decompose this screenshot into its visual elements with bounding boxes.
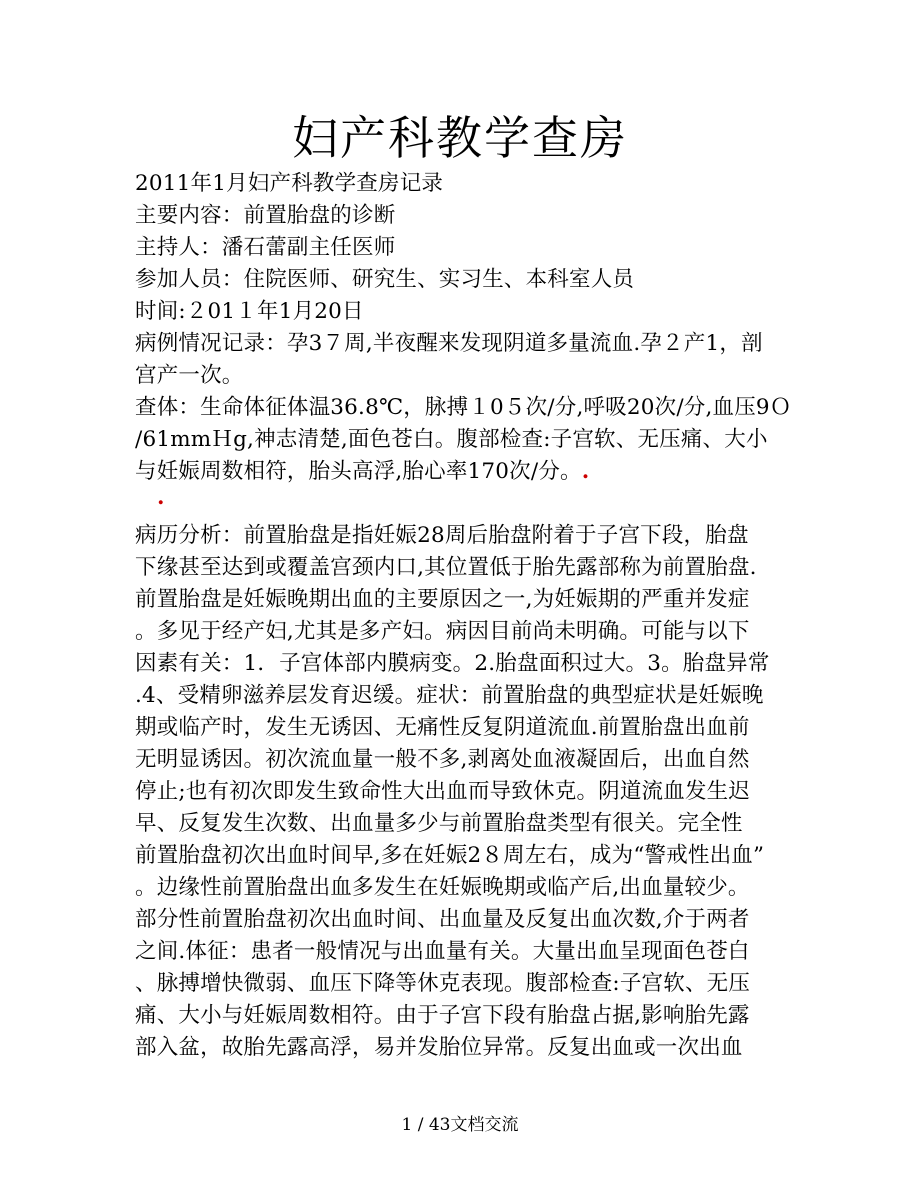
case-record-line-1: 病例情况记录：孕3７周,半夜醒来发现阴道多量流血.孕２产1，剖	[135, 331, 763, 356]
exam-line-2: /61mmＨg,神志清楚,面色苍白。腹部检查:子宫软、无压痛、大小	[135, 427, 768, 452]
history-line-5: 因素有关：1．子宫体部内膜病变。2.胎盘面积过大。3。胎盘异常	[135, 651, 770, 676]
history-line-7: 期或临产时，发生无诱因、无痛性反复阴道流血.前置胎盘出血前	[135, 715, 750, 740]
record-title-line: 2011年1月妇产科教学查房记录	[135, 171, 444, 196]
red-dot-standalone: .	[157, 485, 165, 510]
red-dot-row	[135, 485, 785, 520]
history-line-4: 。多见于经产妇,尤其是多产妇。病因目前尚未明确。可能与以下	[135, 619, 750, 644]
main-content-line: 主要内容：前置胎盘的诊断	[135, 203, 396, 228]
host-line: 主持人：潘石蕾副主任医师	[135, 235, 396, 260]
red-dot-inline: .	[581, 459, 590, 484]
history-line-15: 、脉搏增快微弱、血压下降等休克表现。腹部检查:子宫软、无压	[135, 971, 751, 996]
history-line-8: 无明显诱因。初次流血量一般不多,剥离处血液凝固后，出血自然	[135, 747, 750, 772]
exam-line-3	[135, 456, 785, 488]
document-body	[135, 168, 792, 1064]
history-line-14: 之间.体征：患者一般情况与出血量有关。大量出血呈现面色苍白	[135, 939, 750, 964]
history-line-17: 部入盆，故胎先露高浮，易并发胎位异常。反复出血或一次出血	[135, 1035, 743, 1060]
history-line-10: 早、反复发生次数、出血量多少与前置胎盘类型有很关。完全性	[135, 811, 743, 836]
history-line-11: 前置胎盘初次出血时间早,多在妊娠2８周左右，成为“警戒性出血”	[135, 843, 765, 868]
history-line-2: 下缘甚至达到或覆盖宫颈内口,其位置低于胎先露部称为前置胎盘.	[135, 555, 757, 580]
page-title: 妇产科教学查房	[292, 111, 628, 165]
case-record-line-2: 宫产一次。	[135, 363, 244, 388]
history-line-16: 痛、大小与妊娠周数相符。由于子宫下段有胎盘占据,影响胎先露	[135, 1003, 750, 1028]
history-line-12: 。边缘性前置胎盘出血多发生在妊娠晚期或临产后,出血量较少。	[135, 875, 750, 900]
participants-line: 参加人员：住院医师、研究生、实习生、本科室人员	[135, 267, 635, 292]
history-line-1: 病历分析：前置胎盘是指妊娠28周后胎盘附着于子宫下段，胎盘	[135, 523, 749, 548]
exam-line-1: 查体：生命体征体温36.8℃，脉搏１0５次/分,呼吸20次/分,血压9Ｏ	[135, 395, 792, 420]
history-line-9: 停止;也有初次即发生致命性大出血而导致休克。阴道流血发生迟	[135, 779, 751, 804]
page-footer: 1 / 43文档交流	[401, 1115, 519, 1135]
history-line-3: 前置胎盘是妊娠晚期出血的主要原因之一,为妊娠期的严重并发症	[135, 587, 750, 612]
time-line: 时间:２01１年1月20日	[135, 299, 364, 324]
history-line-13: 部分性前置胎盘初次出血时间、出血量及反复出血次数,介于两者	[135, 907, 750, 932]
exam-line-3-text: 与妊娠周数相符，胎头高浮,胎心率170次/分。	[135, 459, 582, 484]
history-line-6: .4、受精卵滋养层发育迟缓。症状：前置胎盘的典型症状是妊娠晚	[135, 683, 764, 708]
